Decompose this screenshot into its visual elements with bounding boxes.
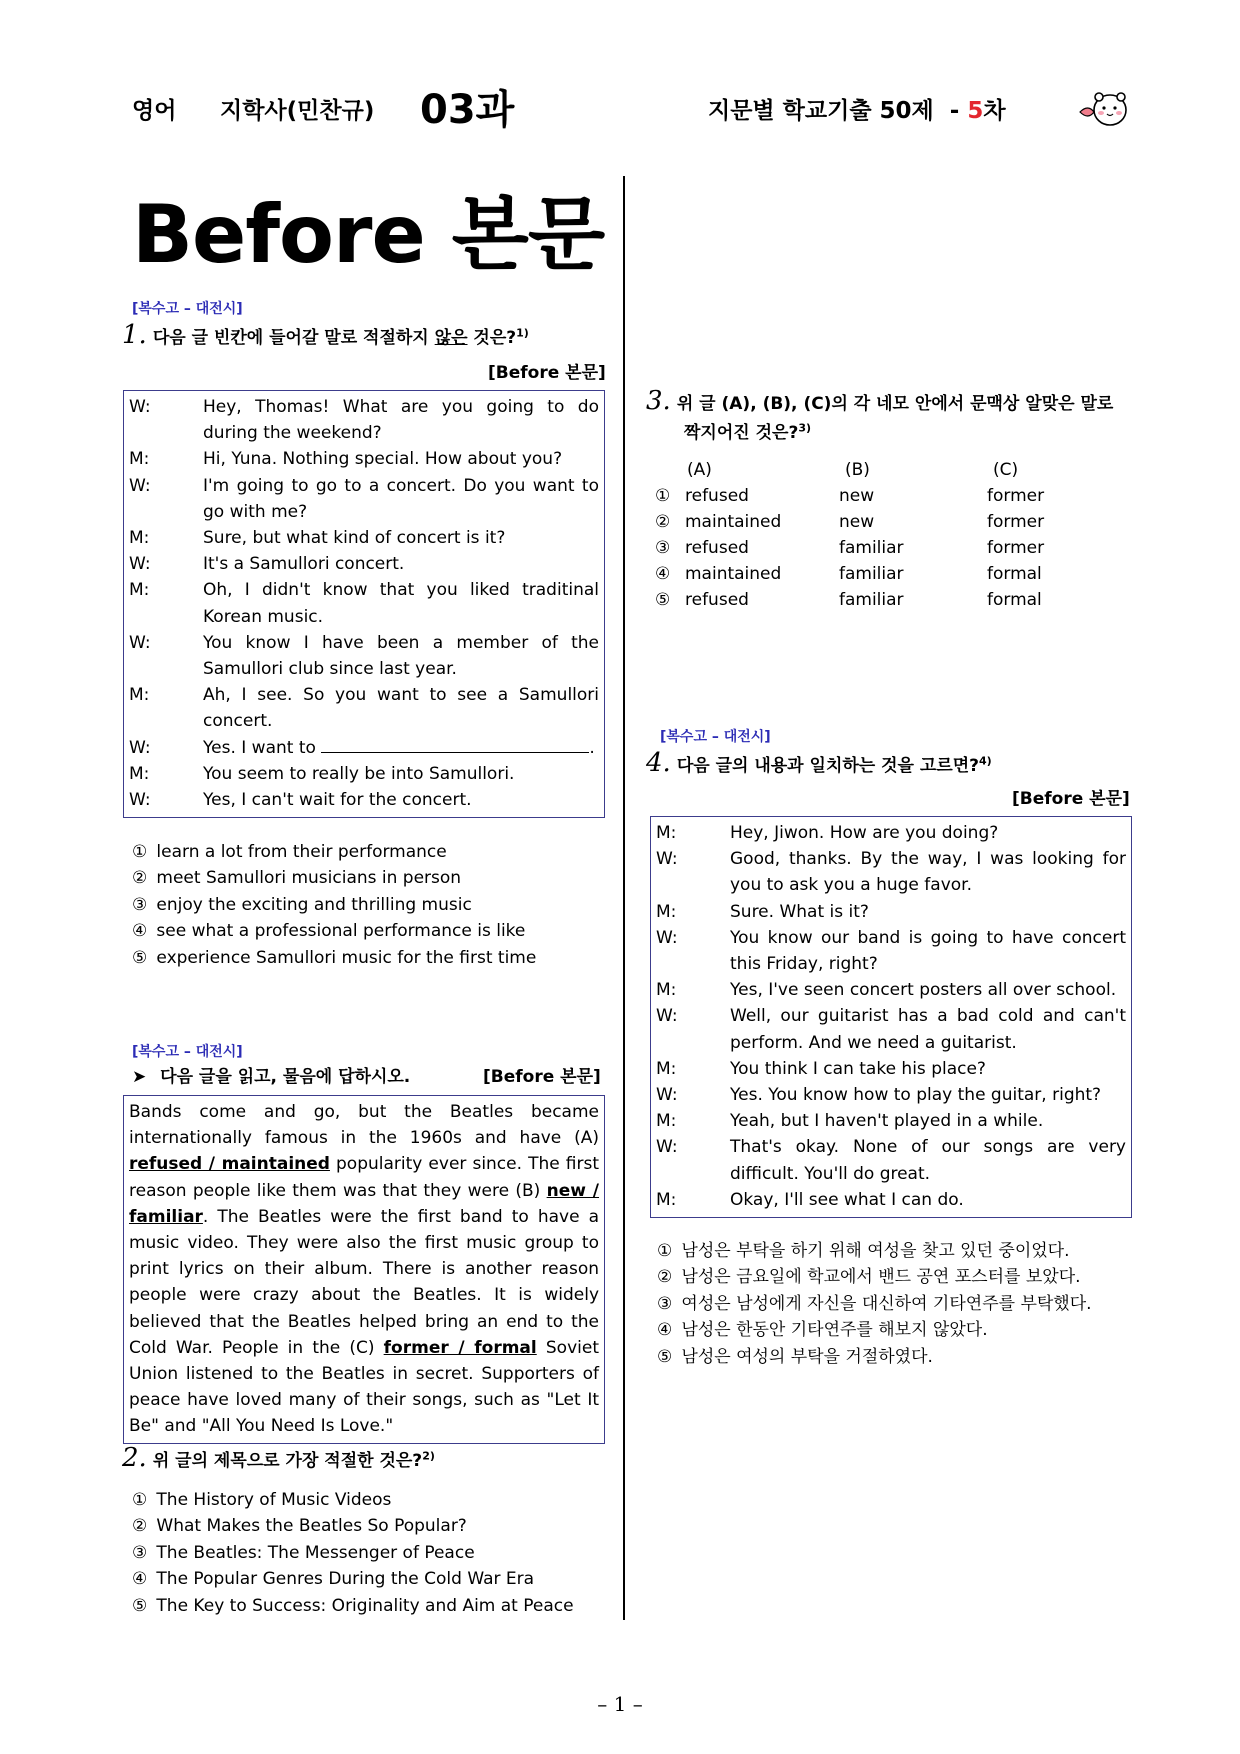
option-number: ⑤ [132, 1595, 148, 1616]
passage-choice-c: former / formal [383, 1337, 537, 1358]
dialogue-line [656, 925, 1126, 977]
q1-options [132, 839, 536, 971]
q3-choice-b: new [839, 486, 875, 506]
arrow-icon: ➤ [132, 1067, 147, 1087]
dialogue-text [730, 1003, 1126, 1055]
dialogue-text-content: Yeah, but I haven't played in a while. [730, 1111, 1044, 1132]
option-text: learn a lot from their performance [156, 842, 447, 862]
dialogue-text [203, 735, 599, 761]
dialogue-line [129, 761, 599, 787]
dialogue-text-content: Yes. You know how to play the guitar, right? [730, 1085, 1102, 1106]
bear-mascot-icon [1078, 86, 1130, 130]
option-text: enjoy the exciting and thrilling music [156, 894, 472, 915]
q3-choice-c: formal [987, 590, 1042, 610]
dialogue-text-content: Hey, Jiwon. How are you doing? [730, 823, 999, 843]
dialogue-text [203, 525, 599, 551]
q3-stem-2 [684, 418, 811, 443]
dialogue-line [656, 820, 1126, 846]
q3-answer-row[interactable] [655, 587, 1044, 613]
q1-dialogue-box [123, 390, 605, 818]
q3-table-header [655, 457, 1044, 483]
dialogue-line [129, 551, 599, 577]
dialogue-text [203, 551, 599, 577]
dialogue-line [656, 1056, 1126, 1082]
speaker-label: M: [129, 528, 150, 549]
dialogue-line [129, 630, 599, 682]
q3-answer-table [655, 457, 1044, 613]
option-text: The Beatles: The Messenger of Peace [156, 1542, 475, 1563]
dialogue-line [656, 977, 1126, 1003]
speaker-label: W: [656, 1085, 678, 1106]
q4-options [657, 1238, 1092, 1370]
speaker-label: M: [656, 980, 677, 1001]
publisher-label: 지학사(민찬규) [220, 98, 375, 124]
speaker-label: W: [656, 1137, 678, 1158]
q3-choice-c: formal [987, 564, 1042, 584]
answer-option[interactable] [657, 1238, 1092, 1264]
q4-source-tag: [복수고 – 대전시] [660, 729, 771, 745]
passage-part-2: popularity ever since. The first reason people like them was that they were (B) [129, 1154, 599, 1201]
option-number: ② [132, 868, 148, 889]
speaker-label: W: [656, 849, 678, 870]
q3-header-c: (C) [993, 460, 1019, 480]
dialogue-line [129, 394, 599, 446]
q1-stem [122, 320, 529, 350]
option-number: ④ [657, 1320, 673, 1341]
passage-instruction-text: 다음 글을 읽고, 물음에 답하시오. [160, 1067, 411, 1087]
dialogue-text [730, 1108, 1126, 1134]
q4-footnote: 4) [979, 754, 992, 768]
q3-answer-row[interactable] [655, 561, 1044, 587]
q3-footnote: 3) [798, 421, 811, 435]
answer-option[interactable] [657, 1264, 1092, 1290]
option-number: ② [132, 1516, 148, 1537]
answer-option[interactable] [132, 945, 536, 971]
option-text: 남성은 여성의 부탁을 거절하였다. [681, 1346, 933, 1367]
dialogue-text [203, 787, 599, 813]
dialogue-text-content: Good, thanks. By the way, I was looking for you to ask you a huge favor. [730, 849, 1126, 896]
series-dash: - [949, 98, 960, 124]
dialogue-text-content: Yes, I've seen concert posters all over school. [730, 980, 1117, 1001]
q3-choice-c: former [987, 538, 1045, 558]
q2-stem [122, 1443, 435, 1473]
answer-option[interactable] [132, 1566, 574, 1592]
q3-header-a: (A) [687, 460, 712, 480]
q3-choice-b: familiar [839, 564, 904, 584]
option-number: ① [132, 842, 148, 862]
q3-number: 3. [646, 386, 671, 416]
option-number: ④ [655, 564, 671, 584]
speaker-label: W: [656, 927, 678, 948]
answer-option[interactable] [132, 1513, 574, 1539]
dialogue-text-content: Okay, I'll see what I can do. [730, 1189, 964, 1210]
dialogue-text-content: Well, our guitarist has a bad cold and can't perform. And we need a guitarist. [730, 1006, 1126, 1053]
passage-box [123, 1095, 605, 1444]
option-number: ⑤ [655, 590, 671, 610]
page-number: – 1 – [597, 1692, 643, 1716]
q2-footnote: 2) [422, 1449, 435, 1463]
option-text: 남성은 부탁을 하기 위해 여성을 찾고 있던 중이었다. [681, 1241, 1070, 1261]
dialogue-line [129, 473, 599, 525]
q3-choice-a: maintained [685, 564, 782, 584]
q3-choice-a: refused [685, 538, 749, 558]
q2-stem-text: 위 글의 제목으로 가장 적절한 것은? [152, 1451, 423, 1471]
dialogue-text-content: You know our band is going to have concert this Friday, right? [730, 927, 1126, 975]
dialogue-text [203, 394, 599, 446]
dialogue-line [129, 446, 599, 472]
option-text: The History of Music Videos [156, 1490, 392, 1510]
speaker-label: M: [656, 1111, 677, 1132]
option-number: ⑤ [657, 1346, 673, 1367]
page-title: Before 본문 [132, 188, 605, 281]
dialogue-text-content: You know I have been a member of the Samullori club since last year. [203, 632, 599, 680]
q3-stem-line2: 짝지어진 것은? [684, 423, 799, 443]
dialogue-text [730, 925, 1126, 977]
speaker-label: W: [129, 554, 151, 575]
option-number: ① [657, 1241, 673, 1261]
q1-footnote: 1) [516, 326, 529, 340]
speaker-label: W: [129, 632, 151, 653]
option-text: meet Samullori musicians in person [156, 868, 462, 889]
option-text: 남성은 금요일에 학교에서 밴드 공연 포스터를 보았다. [681, 1267, 1081, 1288]
column-divider [623, 176, 625, 1620]
subject-label: 영어 [132, 98, 177, 124]
speaker-label: M: [129, 685, 150, 706]
q3-choice-b: familiar [839, 538, 904, 558]
dialogue-line [656, 1187, 1126, 1213]
passage-instruction [132, 1062, 410, 1087]
option-number: ② [657, 1267, 673, 1288]
dialogue-text [730, 846, 1126, 898]
dialogue-line [129, 682, 599, 734]
dialogue-text-content: You think I can take his place? [730, 1058, 986, 1079]
passage-part-3: . The Beatles were the first band to have a music video. They were also the first music group to print lyrics on their album. There is another reason people were crazy about the Beatles. It is widely believed that the Beatles helped bring an end to the Cold War. People in the (C) [129, 1206, 599, 1358]
dialogue-line [656, 1082, 1126, 1108]
dialogue-line [129, 735, 599, 761]
q1-section-tag: [Before 본문] [488, 363, 606, 383]
passage-choice-a: refused / maintained [129, 1154, 330, 1175]
dialogue-text-content: I'm going to go to a concert. Do you want to go with me? [203, 475, 599, 522]
lesson-label: 03과 [420, 87, 515, 133]
dialogue-text [203, 761, 599, 787]
dialogue-text-content: Yes. I want to [203, 737, 316, 758]
q1-stem-pre: 다음 글 빈칸에 들어갈 말로 적절하지 [152, 328, 435, 348]
q3-stem-line1: 위 글 (A), (B), (C)의 각 네모 안에서 문맥상 알맞은 말로 [676, 394, 1114, 414]
dialogue-text [730, 1187, 1126, 1213]
dialogue-text-content: Hey, Thomas! What are you going to do during the weekend? [203, 397, 599, 444]
dialogue-text-content: You seem to really be into Samullori. [203, 763, 515, 784]
option-text: The Key to Success: Originality and Aim at Peace [156, 1595, 574, 1616]
dialogue-text-content: Ah, I see. So you want to see a Samullori concert. [203, 685, 599, 732]
q3-choice-b: familiar [839, 590, 904, 610]
speaker-label: W: [129, 737, 151, 758]
q3-choice-a: refused [685, 590, 749, 610]
q3-choice-b: new [839, 512, 875, 532]
q3-choice-c: former [987, 486, 1045, 506]
q1-source-tag: [복수고 – 대전시] [132, 301, 243, 317]
dialogue-line [129, 577, 599, 629]
option-text: 남성은 한동안 기타연주를 해보지 않았다. [681, 1320, 988, 1341]
speaker-label: M: [129, 580, 150, 601]
q4-dialogue-box [650, 816, 1132, 1218]
speaker-label: W: [129, 475, 151, 496]
series-text: 지문별 학교기출 50제 [708, 98, 934, 124]
passage-section-tag: [Before 본문] [483, 1067, 601, 1087]
dialogue-text [203, 446, 599, 472]
option-number: ② [655, 512, 671, 532]
round-suffix: 차 [983, 98, 1006, 124]
q3-stem [646, 386, 1113, 416]
dialogue-line [656, 1134, 1126, 1186]
dialogue-text-content: Sure. What is it? [730, 901, 869, 922]
answer-option[interactable] [132, 1593, 574, 1619]
round-number: 5 [967, 98, 984, 124]
speaker-label: M: [656, 823, 677, 843]
option-text: 여성은 남성에게 자신을 대신하여 기타연주를 부탁했다. [681, 1293, 1092, 1314]
answer-option[interactable] [132, 1487, 574, 1513]
answer-option[interactable] [132, 839, 536, 865]
option-text: The Popular Genres During the Cold War Era [156, 1569, 535, 1590]
dialogue-text-content: Hi, Yuna. Nothing special. How about you? [203, 449, 563, 470]
q2-options [132, 1487, 574, 1619]
q3-answer-row[interactable] [655, 535, 1044, 561]
dialogue-text [730, 899, 1126, 925]
series-label [708, 92, 1006, 125]
speaker-label: M: [129, 763, 150, 784]
passage-part-1: Bands come and go, but the Beatles became internationally famous in the 1960s and have (A) [129, 1102, 599, 1149]
dialogue-text [203, 473, 599, 525]
dialogue-text [203, 630, 599, 682]
q3-header-b: (B) [845, 460, 870, 480]
dialogue-text-content: Yes, I can't wait for the concert. [203, 790, 472, 811]
q1-stem-neg: 않은 [434, 328, 468, 348]
answer-option[interactable] [657, 1317, 1092, 1343]
dialogue-line [656, 899, 1126, 925]
dialogue-text [730, 977, 1126, 1003]
dialogue-text-content: That's okay. None of our songs are very difficult. You'll do great. [730, 1137, 1126, 1184]
option-number: ③ [132, 894, 148, 915]
speaker-label: W: [656, 1006, 678, 1027]
option-number: ① [655, 486, 671, 506]
q4-section-tag: [Before 본문] [1012, 789, 1130, 809]
dialogue-text-content: Oh, I didn't know that you liked traditinal Korean music. [203, 580, 599, 627]
option-number: ③ [657, 1293, 673, 1314]
q1-number: 1. [122, 320, 147, 350]
option-number: ⑤ [132, 947, 148, 968]
q1-stem-post: 것은? [467, 328, 517, 348]
dialogue-text-content: It's a Samullori concert. [203, 554, 405, 575]
answer-option[interactable] [132, 1540, 574, 1566]
q3-answer-row[interactable] [655, 483, 1044, 509]
q4-number: 4. [646, 748, 671, 778]
dialogue-text [203, 577, 599, 629]
speaker-label: M: [656, 1058, 677, 1079]
option-number: ③ [132, 1542, 148, 1563]
option-text: see what a professional performance is like [156, 921, 526, 942]
q3-answer-row[interactable] [655, 509, 1044, 535]
speaker-label: W: [129, 790, 151, 811]
q4-stem [646, 748, 992, 778]
option-number: ④ [132, 921, 148, 942]
passage-choice-b: new / familiar [129, 1180, 600, 1227]
answer-blank [321, 736, 589, 753]
q3-choice-a: refused [685, 486, 749, 506]
answer-option[interactable] [132, 865, 536, 891]
speaker-label: M: [656, 901, 677, 922]
answer-option[interactable] [657, 1291, 1092, 1317]
answer-option[interactable] [657, 1344, 1092, 1370]
blank-period: . [589, 737, 595, 758]
dialogue-line [656, 846, 1126, 898]
dialogue-text [730, 1056, 1126, 1082]
passage-source-tag: [복수고 – 대전시] [132, 1044, 243, 1060]
option-text: experience Samullori music for the first time [156, 947, 537, 968]
option-number: ① [132, 1490, 148, 1510]
dialogue-line [129, 787, 599, 813]
q3-choice-a: maintained [685, 512, 782, 532]
speaker-label: M: [656, 1189, 677, 1210]
option-number: ④ [132, 1569, 148, 1590]
dialogue-line [656, 1108, 1126, 1134]
q4-stem-text: 다음 글의 내용과 일치하는 것을 고르면? [676, 756, 980, 776]
dialogue-text-content: Sure, but what kind of concert is it? [203, 528, 506, 549]
answer-option[interactable] [132, 892, 536, 918]
q2-number: 2. [122, 1443, 147, 1473]
dialogue-text [730, 1134, 1126, 1186]
q3-choice-c: former [987, 512, 1045, 532]
speaker-label: M: [129, 449, 150, 470]
speaker-label: W: [129, 397, 151, 417]
dialogue-line [656, 1003, 1126, 1055]
answer-option[interactable] [132, 918, 536, 944]
passage-part-4: Soviet Union listened to the Beatles in secret. Supporters of peace have loved many of their songs, such as "Let It Be" and "All You Need Is Love." [129, 1337, 599, 1437]
dialogue-text [730, 820, 1126, 846]
dialogue-text [730, 1082, 1126, 1108]
option-number: ③ [655, 538, 671, 558]
option-text: What Makes the Beatles So Popular? [156, 1516, 467, 1537]
dialogue-text [203, 682, 599, 734]
dialogue-line [129, 525, 599, 551]
